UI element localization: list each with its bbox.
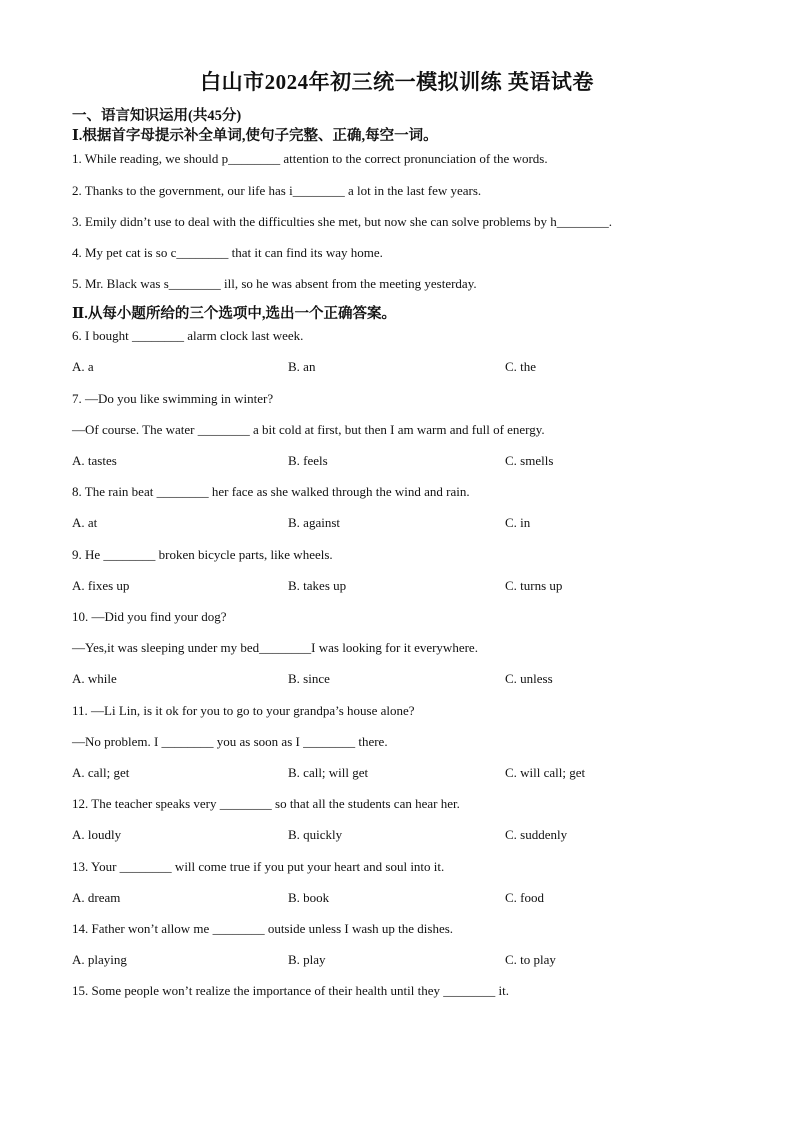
- question-10-reply: —Yes,it was sleeping under my bed________I was looking for it everywhere.: [72, 640, 478, 655]
- question-12-options: [0, 827, 794, 843]
- question-7-reply: —Of course. The water ________ a bit cold at first, but then I am warm and full of energy.: [72, 422, 545, 437]
- option-a: A. tastes: [72, 453, 117, 468]
- question-5: 5. Mr. Black was s________ ill, so he was absent from the meeting yesterday.: [72, 276, 477, 291]
- option-c: C. food: [505, 890, 544, 905]
- option-a: A. fixes up: [72, 578, 130, 593]
- question-13-options: [0, 890, 794, 906]
- question-10-stem: 10. —Did you find your dog?: [72, 609, 227, 624]
- question-14-options: [0, 952, 794, 968]
- option-c: C. turns up: [505, 578, 563, 593]
- question-10-options: [0, 671, 794, 687]
- option-c: C. the: [505, 359, 537, 374]
- option-b: B. play: [288, 952, 326, 967]
- option-a: A. playing: [72, 952, 127, 967]
- question-15-stem: 15. Some people won’t realize the importance of their health until they ________ it.: [72, 983, 509, 998]
- question-8-stem: 8. The rain beat ________ her face as she walked through the wind and rain.: [72, 484, 470, 499]
- question-8-options: [0, 515, 794, 531]
- exam-title: 白山市2024年初三统一模拟训练 英语试卷: [200, 70, 594, 94]
- question-3: 3. Emily didn’t use to deal with the difficulties she met, but now she can solve problems by h________.: [72, 214, 613, 229]
- question-9-options: [0, 578, 794, 594]
- option-a: A. dream: [72, 890, 121, 905]
- option-b: B. feels: [288, 453, 328, 468]
- option-c: C. unless: [505, 671, 553, 686]
- question-11-stem: 11. —Li Lin, is it ok for you to go to your grandpa’s house alone?: [72, 703, 415, 718]
- option-b: B. takes up: [288, 578, 347, 593]
- option-c: C. smells: [505, 453, 554, 468]
- option-b: B. since: [288, 671, 330, 686]
- option-b: B. quickly: [288, 827, 343, 842]
- question-4: 4. My pet cat is so c________ that it can find its way home.: [72, 245, 383, 260]
- option-a: A. loudly: [72, 827, 122, 842]
- part-heading: 一、语言知识运用(共45分): [72, 108, 242, 124]
- question-7-stem: 7. —Do you like swimming in winter?: [72, 391, 274, 406]
- question-7-options: [0, 453, 794, 469]
- section-i-heading: Ⅰ.根据首字母提示补全单词,使句子完整、正确,每空一词。: [72, 128, 438, 144]
- question-6-options: [0, 359, 794, 375]
- option-a: A. a: [72, 359, 94, 374]
- option-b: B. an: [288, 359, 316, 374]
- option-c: C. to play: [505, 952, 556, 967]
- question-6-stem: 6. I bought ________ alarm clock last week.: [72, 328, 304, 343]
- section-ii-heading: Ⅱ.从每小题所给的三个选项中,选出一个正确答案。: [72, 306, 396, 322]
- question-12-stem: 12. The teacher speaks very ________ so that all the students can hear her.: [72, 796, 460, 811]
- question-11-options: [0, 765, 794, 781]
- question-11-reply: —No problem. I ________ you as soon as I ________ there.: [72, 734, 388, 749]
- question-9-stem: 9. He ________ broken bicycle parts, like wheels.: [72, 547, 333, 562]
- question-14-stem: 14. Father won’t allow me ________ outside unless I wash up the dishes.: [72, 921, 454, 936]
- option-b: B. call; will get: [288, 765, 369, 780]
- option-a: A. while: [72, 671, 117, 686]
- option-a: A. call; get: [72, 765, 130, 780]
- question-2: 2. Thanks to the government, our life has i________ a lot in the last few years.: [72, 183, 482, 198]
- question-1: 1. While reading, we should p________ attention to the correct pronunciation of the words.: [72, 151, 548, 166]
- option-b: B. against: [288, 515, 340, 530]
- option-c: C. will call; get: [505, 765, 586, 780]
- question-13-stem: 13. Your ________ will come true if you put your heart and soul into it.: [72, 859, 445, 874]
- option-b: B. book: [288, 890, 330, 905]
- option-c: C. suddenly: [505, 827, 568, 842]
- option-a: A. at: [72, 515, 98, 530]
- option-c: C. in: [505, 515, 531, 530]
